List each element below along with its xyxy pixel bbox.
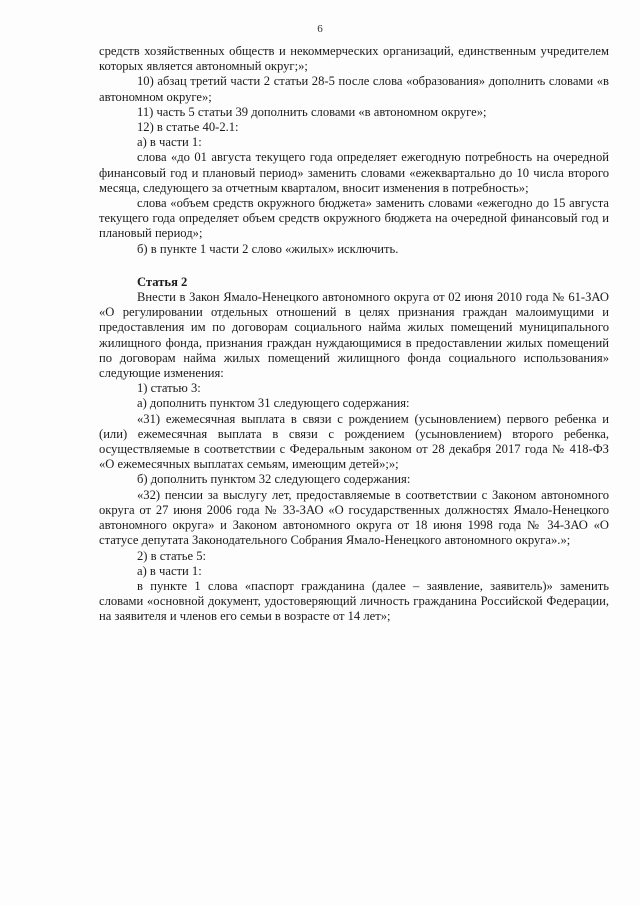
- paragraph-item-1: 1) статью 3:: [137, 381, 201, 396]
- paragraph-point-31: «31) ежемесячная выплата в связи с рождением (усыновлением) первого ребенка и (или) ежемесячная выплата в связи с рождением (усыновлением) второго ребенка, осуществляемые в соответствии с Федеральным законом от 28 декабря 2017 года № 418-ФЗ «О ежемесячных выплатах семьям, имеющим детей»;»;: [99, 411, 609, 472]
- page-number: 6: [317, 23, 323, 35]
- paragraph-point-32: «32) пенсии за выслугу лет, предоставляемые в соответствии с Законом автономного округа от 27 июня 2006 года № 33-ЗАО «О государственных должностях Ямало-Ненецкого автономного округа» и Законом автономного округа от 18 июня 1998 года № 34-ЗАО «О статусе депутата Законодательного Собрания Ямало-Ненецкого автономного округа».»;: [99, 487, 609, 548]
- paragraph-replace-words-1: слова «до 01 августа текущего года определяет ежегодную потребность на очередной финансовый год и плановый период» заменить словами «ежеквартально до 10 числа второго месяца, следующего за отчетным кварталом, вносит изменения в потребность»;: [99, 150, 609, 195]
- article-heading: Статья 2: [137, 274, 188, 289]
- paragraph-subitem-b: б) в пункте 1 части 2 слово «жилых» исключить.: [137, 241, 399, 256]
- paragraph-subitem-a: а) в части 1:: [137, 135, 202, 150]
- paragraph-item-12: 12) в статье 40-2.1:: [137, 120, 239, 135]
- paragraph-subitem-a2: а) дополнить пунктом 31 следующего содержания:: [137, 396, 410, 411]
- paragraph-continuation: средств хозяйственных обществ и некоммерческих организаций, единственным учредителем которых является автономный округ;»;: [99, 44, 609, 74]
- paragraph-replace-words-2: слова «объем средств окружного бюджета» заменить словами «ежегодно до 15 августа текущего года определяет объем средств окружного бюджета на очередной финансовый год и плановый период»;: [99, 196, 609, 241]
- paragraph-article-intro: Внести в Закон Ямало-Ненецкого автономного округа от 02 июня 2010 года № 61-ЗАО «О регулировании отдельных отношений в целях признания граждан малоимущими и предоставления им по договорам социального найма жилых помещений муниципального жилищного фонда, признания граждан нуждающимися в предоставлении жилых помещений по договорам найма жилых помещений жилищного фонда социального использования» следующие изменения:: [99, 290, 609, 381]
- paragraph-item-11: 11) часть 5 статьи 39 дополнить словами «в автономном округе»;: [137, 104, 487, 119]
- paragraph-subitem-b2: б) дополнить пунктом 32 следующего содержания:: [137, 472, 411, 487]
- paragraph-subitem-a3: а) в части 1:: [137, 563, 202, 578]
- paragraph-item-2: 2) в статье 5:: [137, 548, 207, 563]
- paragraph-item-10: 10) абзац третий части 2 статьи 28-5 после слова «образования» дополнить словами «в автономном округе»;: [99, 74, 609, 104]
- document-body: [99, 44, 609, 625]
- paragraph-point-1-replace: в пункте 1 слова «паспорт гражданина (далее – заявление, заявитель)» заменить словами «основной документ, удостоверяющий личность гражданина Российской Федерации, на заявителя и членов его семьи в возрасте от 14 лет»;: [99, 578, 609, 624]
